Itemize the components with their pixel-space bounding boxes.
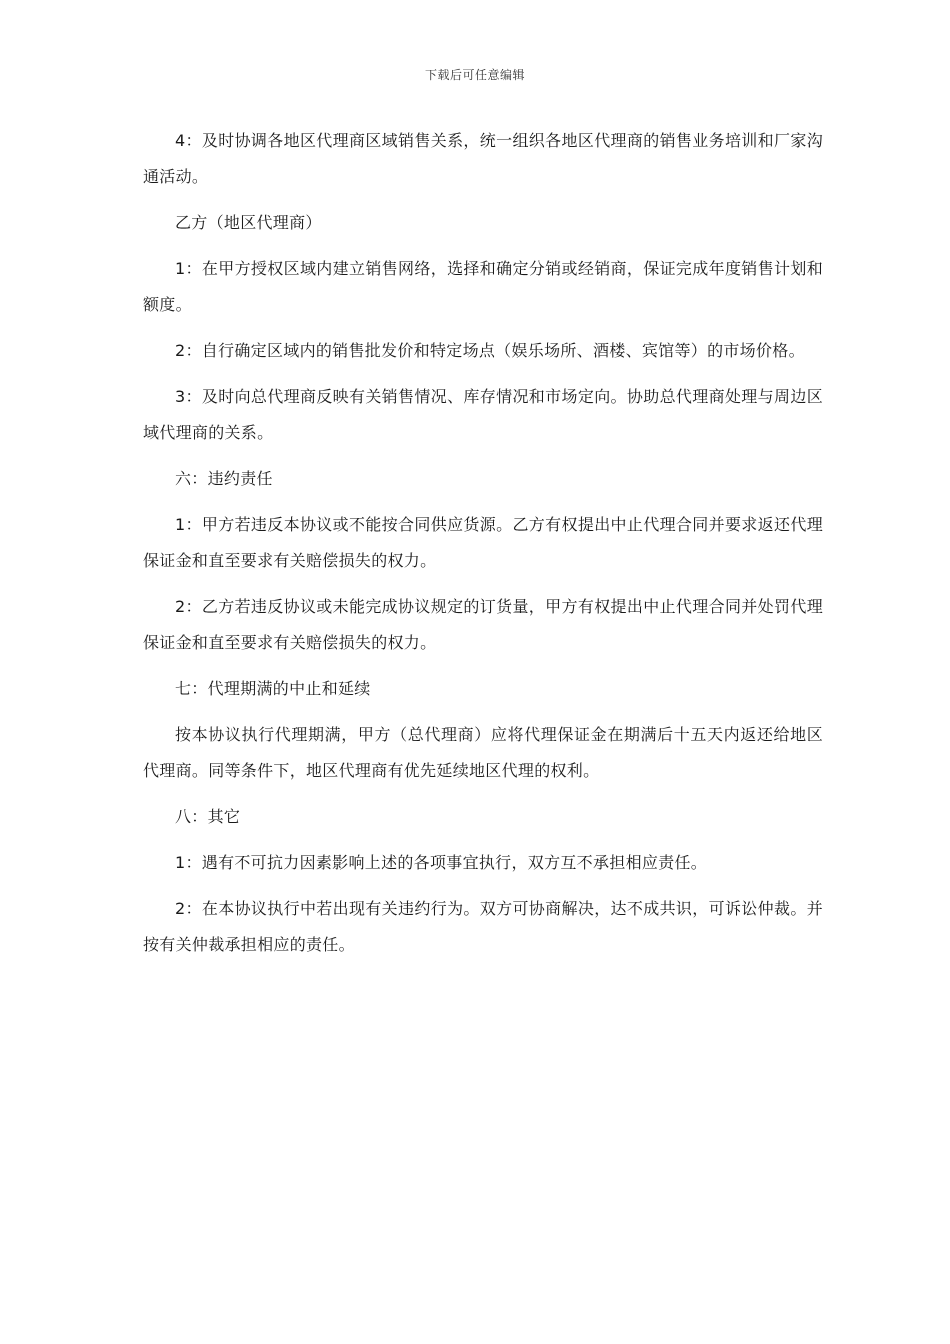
section-heading-expiry: 七：代理期满的中止和延续 <box>175 679 371 698</box>
paragraph-party-b-1: 1：在甲方授权区域内建立销售网络，选择和确定分销或经销商，保证完成年度销售计划和额度。 <box>143 259 823 314</box>
section-heading-breach: 六：违约责任 <box>175 469 273 488</box>
paragraph-other-2: 2：在本协议执行中若出现有关违约行为。双方可协商解决，达不成共识，可诉讼仲裁。并按有关仲裁承担相应的责任。 <box>143 899 823 954</box>
paragraph-party-b-3: 3：及时向总代理商反映有关销售情况、库存情况和市场定向。协助总代理商处理与周边区域代理商的关系。 <box>143 387 823 442</box>
paragraph-other-1: 1：遇有不可抗力因素影响上述的各项事宜执行，双方互不承担相应责任。 <box>175 853 708 872</box>
paragraph-breach-2: 2：乙方若违反协议或未能完成协议规定的订货量，甲方有权提出中止代理合同并处罚代理保证金和直至要求有关赔偿损失的权力。 <box>143 597 823 652</box>
paragraph-breach-1: 1：甲方若违反本协议或不能按合同供应货源。乙方有权提出中止代理合同并要求返还代理保证金和直至要求有关赔偿损失的权力。 <box>143 515 823 570</box>
section-heading-other: 八：其它 <box>175 807 241 826</box>
paragraph-agent-coordination: 4：及时协调各地区代理商区域销售关系，统一组织各地区代理商的销售业务培训和厂家沟通活动。 <box>143 131 823 186</box>
section-heading-party-b: 乙方（地区代理商） <box>175 213 322 232</box>
paragraph-party-b-2: 2：自行确定区域内的销售批发价和特定场点（娱乐场所、酒楼、宾馆等）的市场价格。 <box>175 341 805 360</box>
paragraph-expiry: 按本协议执行代理期满，甲方（总代理商）应将代理保证金在期满后十五天内返还给地区代理商。同等条件下，地区代理商有优先延续地区代理的权利。 <box>143 725 823 780</box>
document-body <box>143 123 823 973</box>
page-header: 下载后可任意编辑 <box>424 68 525 82</box>
